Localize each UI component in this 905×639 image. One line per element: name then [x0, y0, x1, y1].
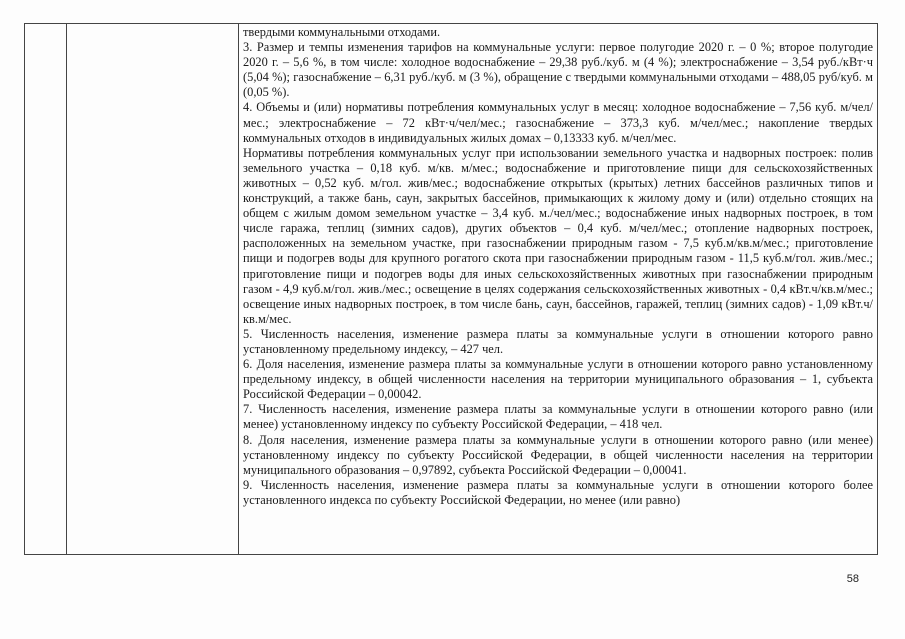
page-number: 58: [846, 573, 859, 585]
document-table: [24, 23, 878, 555]
paragraph-population-equal-index: 5. Численность населения, изменение размера платы за коммунальные услуги в отношении которого равно установленному предельному индексу, – 427 чел.: [243, 326, 873, 356]
paragraph-population-less-index: 7. Численность населения, изменение размера платы за коммунальные услуги в отношении которого равно (или менее) установленному индексу по субъекту Российской Федерации, – 418 чел.: [243, 402, 873, 432]
table-column-divider-1: [66, 24, 67, 554]
paragraph-consumption-volumes: 4. Объемы и (или) нормативы потребления коммунальных услуг в месяц: холодное водоснабжение – 7,56 куб. м/чел/мес.; электроснабжение – 72 кВт·ч/чел/мес.; газоснабжение – 373,3 куб. м/чел/мес.; накопление твердых коммунальных отходов в индивидуальных жилых домах – 0,13333 куб. м/чел/мес.: [243, 100, 873, 145]
table-text-cell: [243, 25, 873, 554]
paragraph-land-plot-norms: Нормативы потребления коммунальных услуг при использовании земельного участка и надворных построек: полив земельного участка – 0,18 куб. м/кв. м/мес.; водоснабжение и приготовление пищи для сельскохозяйственных животных – 0,52 куб. м/гол. жив/мес.; водоснабжение открытых (крытых) летних бассейнов различных типов и конструкций, а также бань, саун, закрытых бассейнов, примыкающих к жилому дому и (или) отдельно стоящих на общем с жилым домом земельном участке – 3,4 куб. м./чел/мес.; водоснабжение иных надворных построек, в том числе гаража, теплиц (зимних садов), других объектов – 0,4 куб. м/чел/мес.; отопление надворных построек, расположенных на земельном участке, при газоснабжении природным газом - 7,5 куб.м/кв.м/мес.; приготовление пищи и подогрев воды для крупного рогатого скота при газоснабжении природным газом - 11,5 куб.м/гол. жив./мес.; приготовление пищи и подогрев воды для иных сельскохозяйственных животных при газоснабжении природным газом - 4,9 куб.м/гол. жив./мес.; освещение в целях содержания сельскохозяйственных животных - 0,4 кВт.ч/кв.м/мес.; освещение иных надворных построек, в том числе бань, саун, бассейнов, гаражей, теплиц (зимних садов) - 1,09 кВт.ч/кв.м/мес.: [243, 145, 873, 326]
paragraph-population-more-index: 9. Численность населения, изменение размера платы за коммунальные услуги в отношении которого более установленного индекса по субъекту Российской Федерации, но менее (или равно): [243, 477, 873, 507]
paragraph-continuation: твердыми коммунальными отходами.: [243, 25, 441, 39]
paragraph-tariffs: 3. Размер и темпы изменения тарифов на коммунальные услуги: первое полугодие 2020 г. – 0 %; второе полугодие 2020 г. – 5,6 %, в том числе: холодное водоснабжение – 29,38 руб./куб. м (4 %); электроснабжение – 3,54 руб./кВт·ч (5,04 %); газоснабжение – 6,31 руб./куб. м (3 %), обращение с твердыми коммунальными отходами – 488,05 руб/куб. м (0,05 %).: [243, 40, 873, 100]
paragraph-share-less-index: 8. Доля населения, изменение размера платы за коммунальные услуги в отношении которого равно (или менее) установленному индексу по субъекту Российской Федерации, в общей численности населения на территории муниципального образования – 0,97892, субъекта Российской Федерации – 0,00041.: [243, 432, 873, 477]
paragraph-share-equal-index: 6. Доля населения, изменение размера платы за коммунальные услуги в отношении которого равно установленному предельному индексу, в общей численности населения на территории муниципального образования – 1, субъекта Российской Федерации – 0,00042.: [243, 357, 873, 402]
table-column-divider-2: [238, 24, 239, 554]
